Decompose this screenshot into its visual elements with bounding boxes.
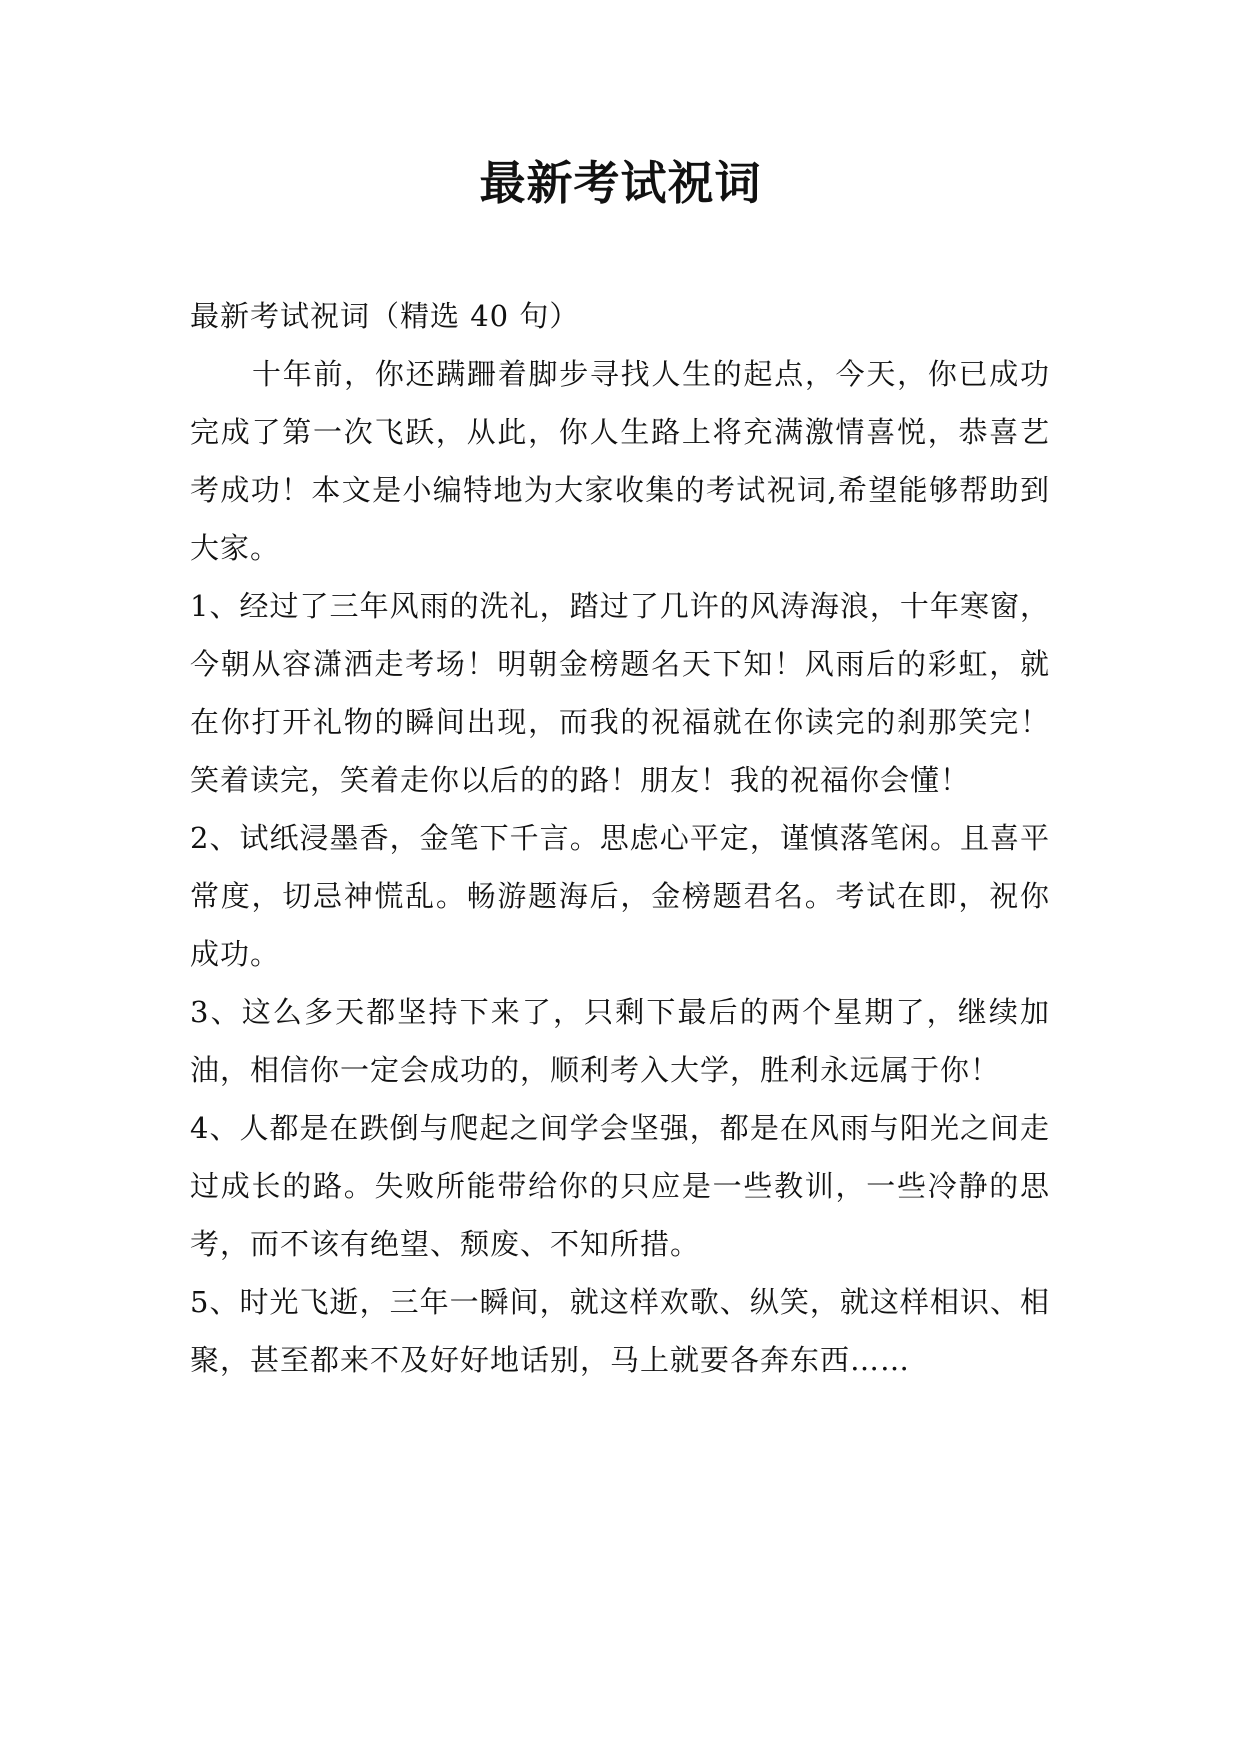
document-subtitle: 最新考试祝词（精选 40 句） <box>190 299 580 333</box>
wish-item-3: 3、这么多天都坚持下来了，只剩下最后的两个星期了，继续加油，相信你一定会成功的，顺利考入大学，胜利永远属于你！ <box>190 995 1050 1087</box>
wish-item-1: 1、经过了三年风雨的洗礼，踏过了几许的风涛海浪，十年寒窗，今朝从容潇洒走考场！明朝金榜题名天下知！风雨后的彩虹，就在你打开礼物的瞬间出现，而我的祝福就在你读完的刹那笑完！笑着读完，笑着走你以后的的路！朋友！我的祝福你会懂！ <box>190 589 1050 797</box>
wish-item-4: 4、人都是在跌倒与爬起之间学会坚强，都是在风雨与阳光之间走过成长的路。失败所能带给你的只应是一些教训，一些冷静的思考，而不该有绝望、颓废、不知所措。 <box>190 1111 1050 1261</box>
document-body <box>190 287 1050 1389</box>
wish-item-5: 5、时光飞逝，三年一瞬间，就这样欢歌、纵笑，就这样相识、相聚，甚至都来不及好好地话别，马上就要各奔东西…… <box>190 1285 1050 1377</box>
intro-paragraph: 十年前，你还蹒跚着脚步寻找人生的起点，今天，你已成功完成了第一次飞跃，从此，你人生路上将充满激情喜悦，恭喜艺考成功！本文是小编特地为大家收集的考试祝词,希望能够帮助到大家。 <box>190 357 1050 565</box>
document-title: 最新考试祝词 <box>479 156 762 210</box>
wish-item-2: 2、试纸浸墨香，金笔下千言。思虑心平定，谨慎落笔闲。且喜平常度，切忌神慌乱。畅游题海后，金榜题君名。考试在即，祝你成功。 <box>190 821 1050 971</box>
